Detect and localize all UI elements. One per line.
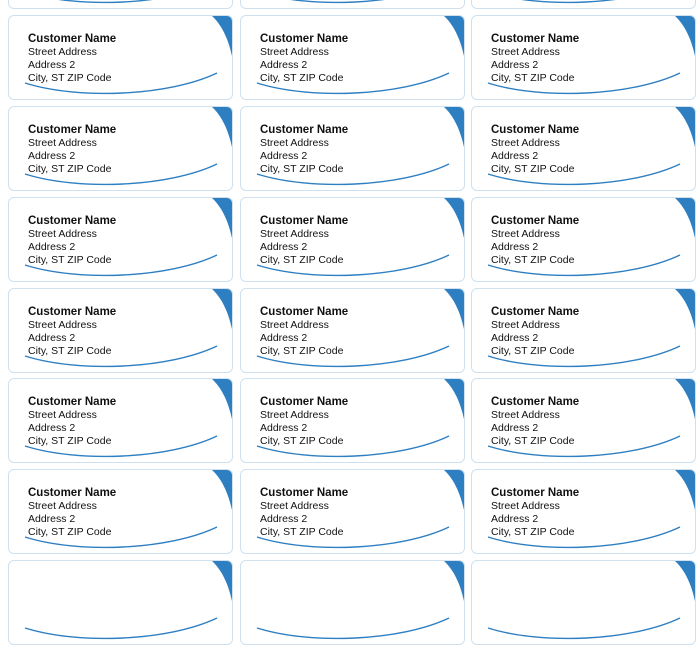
customer-name: Customer Name: [491, 215, 580, 227]
city-state-zip: City, ST ZIP Code: [491, 163, 575, 175]
address-block: [491, 32, 579, 85]
label-decoration-partial: [9, 561, 233, 645]
address-label: [240, 197, 465, 282]
address-block: [28, 486, 116, 539]
address-label: [240, 378, 465, 463]
corner-accent-shape: [212, 107, 233, 159]
street-address: Street Address: [260, 46, 329, 58]
corner-accent-shape: [444, 470, 465, 522]
address-line-2: Address 2: [491, 150, 539, 162]
address-block: [28, 395, 116, 448]
swoosh-line: [257, 0, 449, 2]
address-label: [8, 197, 233, 282]
address-block: [260, 32, 348, 85]
address-line-2: Address 2: [28, 241, 76, 253]
address-line-2: Address 2: [260, 241, 308, 253]
street-address: Street Address: [260, 500, 329, 512]
address-block: [491, 123, 579, 176]
city-state-zip: City, ST ZIP Code: [260, 526, 344, 538]
customer-name: Customer Name: [491, 33, 580, 45]
street-address: Street Address: [28, 46, 97, 58]
street-address: Street Address: [260, 409, 329, 421]
corner-accent-shape: [675, 198, 696, 250]
address-label-partial: [8, 0, 233, 9]
street-address: Street Address: [28, 319, 97, 331]
corner-accent-shape: [675, 289, 696, 341]
address-block: [28, 32, 116, 85]
address-label: [471, 288, 696, 373]
address-block: [491, 486, 579, 539]
address-line-2: Address 2: [491, 241, 539, 253]
address-line-2: Address 2: [28, 59, 76, 71]
city-state-zip: City, ST ZIP Code: [28, 526, 112, 538]
corner-accent-shape: [212, 379, 233, 431]
address-label: [240, 469, 465, 554]
address-block: [491, 395, 579, 448]
corner-accent-shape: [212, 16, 233, 68]
address-label-partial: [240, 0, 465, 9]
address-block: [28, 214, 116, 267]
corner-accent-shape: [675, 561, 696, 613]
corner-accent-shape: [675, 379, 696, 431]
address-line-2: Address 2: [28, 150, 76, 162]
city-state-zip: City, ST ZIP Code: [260, 254, 344, 266]
address-block: [28, 123, 116, 176]
address-line-2: Address 2: [491, 332, 539, 344]
customer-name: Customer Name: [491, 306, 580, 318]
street-address: Street Address: [28, 409, 97, 421]
street-address: Street Address: [28, 228, 97, 240]
customer-name: Customer Name: [28, 396, 117, 408]
address-label: [240, 288, 465, 373]
address-label: [471, 197, 696, 282]
city-state-zip: City, ST ZIP Code: [260, 72, 344, 84]
customer-name: Customer Name: [491, 124, 580, 136]
address-line-2: Address 2: [28, 422, 76, 434]
address-block: [491, 305, 579, 358]
corner-accent-shape: [675, 470, 696, 522]
address-line-2: Address 2: [491, 513, 539, 525]
corner-accent-shape: [444, 561, 465, 613]
customer-name: Customer Name: [260, 33, 349, 45]
street-address: Street Address: [491, 46, 560, 58]
address-block: [260, 305, 348, 358]
address-label: [471, 469, 696, 554]
address-label: [471, 15, 696, 100]
address-label: [8, 469, 233, 554]
corner-accent-shape: [675, 107, 696, 159]
address-label-partial: [240, 560, 465, 645]
corner-accent-shape: [444, 198, 465, 250]
swoosh-line: [25, 618, 217, 638]
corner-accent-shape: [675, 16, 696, 68]
swoosh-line: [25, 0, 217, 2]
customer-name: Customer Name: [260, 306, 349, 318]
customer-name: Customer Name: [28, 215, 117, 227]
street-address: Street Address: [491, 228, 560, 240]
address-line-2: Address 2: [260, 150, 308, 162]
customer-name: Customer Name: [28, 306, 117, 318]
swoosh-line: [257, 618, 449, 638]
label-decoration-partial: [241, 561, 465, 645]
city-state-zip: City, ST ZIP Code: [28, 345, 112, 357]
address-line-2: Address 2: [260, 513, 308, 525]
city-state-zip: City, ST ZIP Code: [28, 163, 112, 175]
city-state-zip: City, ST ZIP Code: [491, 254, 575, 266]
corner-accent-shape: [444, 289, 465, 341]
city-state-zip: City, ST ZIP Code: [260, 345, 344, 357]
address-label: [240, 15, 465, 100]
address-label: [240, 106, 465, 191]
city-state-zip: City, ST ZIP Code: [491, 72, 575, 84]
corner-accent-shape: [212, 561, 233, 613]
address-label-partial: [471, 0, 696, 9]
city-state-zip: City, ST ZIP Code: [28, 435, 112, 447]
street-address: Street Address: [260, 228, 329, 240]
street-address: Street Address: [28, 137, 97, 149]
address-block: [491, 214, 579, 267]
city-state-zip: City, ST ZIP Code: [28, 72, 112, 84]
customer-name: Customer Name: [491, 487, 580, 499]
street-address: Street Address: [28, 500, 97, 512]
address-block: [28, 305, 116, 358]
address-line-2: Address 2: [260, 59, 308, 71]
address-label: [8, 378, 233, 463]
address-block: [260, 123, 348, 176]
address-line-2: Address 2: [260, 332, 308, 344]
label-decoration-partial: [241, 0, 465, 9]
corner-accent-shape: [444, 107, 465, 159]
address-label: [8, 106, 233, 191]
address-label: [8, 288, 233, 373]
label-decoration-partial: [472, 561, 696, 645]
corner-accent-shape: [212, 198, 233, 250]
city-state-zip: City, ST ZIP Code: [491, 526, 575, 538]
customer-name: Customer Name: [28, 487, 117, 499]
corner-accent-shape: [444, 16, 465, 68]
street-address: Street Address: [491, 500, 560, 512]
customer-name: Customer Name: [491, 396, 580, 408]
address-line-2: Address 2: [491, 422, 539, 434]
address-line-2: Address 2: [28, 513, 76, 525]
address-label: [471, 378, 696, 463]
street-address: Street Address: [491, 137, 560, 149]
corner-accent-shape: [212, 470, 233, 522]
street-address: Street Address: [260, 319, 329, 331]
address-label: [471, 106, 696, 191]
customer-name: Customer Name: [260, 124, 349, 136]
address-line-2: Address 2: [28, 332, 76, 344]
address-block: [260, 486, 348, 539]
street-address: Street Address: [491, 319, 560, 331]
customer-name: Customer Name: [260, 487, 349, 499]
swoosh-line: [488, 618, 680, 638]
address-label-partial: [8, 560, 233, 645]
street-address: Street Address: [491, 409, 560, 421]
customer-name: Customer Name: [28, 33, 117, 45]
corner-accent-shape: [212, 289, 233, 341]
address-label: [8, 15, 233, 100]
label-decoration-partial: [9, 0, 233, 9]
city-state-zip: City, ST ZIP Code: [491, 435, 575, 447]
label-decoration-partial: [472, 0, 696, 9]
city-state-zip: City, ST ZIP Code: [260, 163, 344, 175]
customer-name: Customer Name: [28, 124, 117, 136]
address-line-2: Address 2: [260, 422, 308, 434]
street-address: Street Address: [260, 137, 329, 149]
city-state-zip: City, ST ZIP Code: [260, 435, 344, 447]
address-block: [260, 214, 348, 267]
address-block: [260, 395, 348, 448]
address-label-partial: [471, 560, 696, 645]
swoosh-line: [488, 0, 680, 2]
city-state-zip: City, ST ZIP Code: [491, 345, 575, 357]
customer-name: Customer Name: [260, 396, 349, 408]
city-state-zip: City, ST ZIP Code: [28, 254, 112, 266]
address-line-2: Address 2: [491, 59, 539, 71]
customer-name: Customer Name: [260, 215, 349, 227]
corner-accent-shape: [444, 379, 465, 431]
